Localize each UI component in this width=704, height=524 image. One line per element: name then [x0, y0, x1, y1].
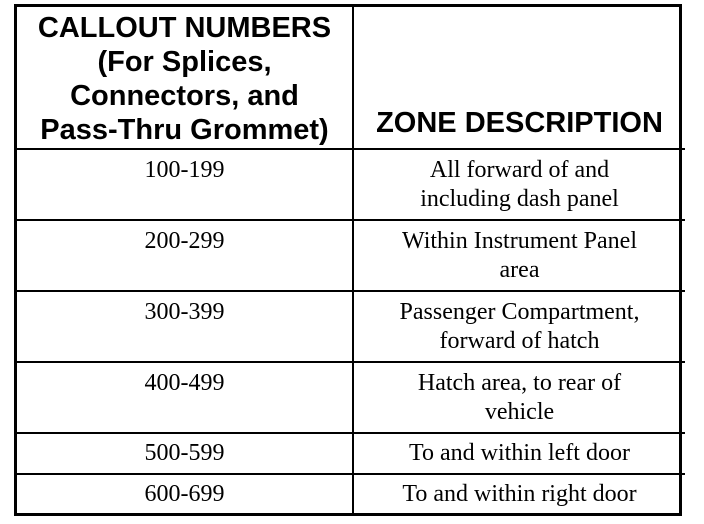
table-row [17, 149, 685, 220]
table-header-row [17, 7, 685, 149]
table [17, 7, 685, 515]
zone-description-cell: Within Instrument Panel area [353, 220, 685, 291]
table-row [17, 433, 685, 474]
header-zone-description: ZONE DESCRIPTION [353, 7, 685, 149]
callout-range-cell: 500-599 [17, 433, 353, 474]
callout-range-cell: 100-199 [17, 149, 353, 220]
zone-description-cell: To and within right door [353, 474, 685, 515]
zone-callout-table [14, 4, 682, 516]
callout-range-cell: 200-299 [17, 220, 353, 291]
table-row [17, 474, 685, 515]
zone-description-cell: All forward of and including dash panel [353, 149, 685, 220]
zone-description-cell: To and within left door [353, 433, 685, 474]
callout-range-cell: 300-399 [17, 291, 353, 362]
header-callout-numbers: CALLOUT NUMBERS (For Splices, Connectors, and Pass-Thru Grommet) [17, 7, 353, 149]
zone-description-cell: Hatch area, to rear of vehicle [353, 362, 685, 433]
table-row [17, 220, 685, 291]
table-row [17, 362, 685, 433]
table-row [17, 291, 685, 362]
callout-range-cell: 400-499 [17, 362, 353, 433]
zone-description-cell: Passenger Compartment, forward of hatch [353, 291, 685, 362]
callout-range-cell: 600-699 [17, 474, 353, 515]
